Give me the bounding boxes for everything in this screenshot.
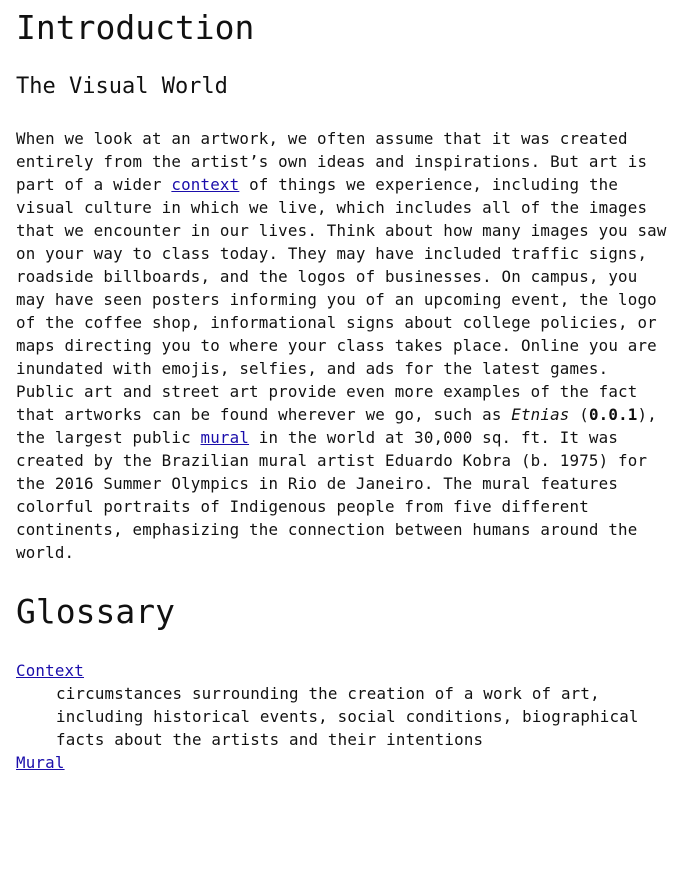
paragraph-text-2: of things we experience, including the visual culture in which we live, which includes all of the images that we encounter in our lives. Think about how many images you saw on your way to class today. They may have included traffic signs, roadside billboards, and the logos of businesses. On campus, you may have seen posters informing you of an upcoming event, the logo of the coffee shop, informational signs about college policies, or maps directing you to where your class takes place. Online you are inundated with emojis, selfies, and ads for the latest games. Public art and street art provide even more examples of the fact that artworks can be found wherever we go, such as bbox=[16, 175, 667, 424]
glossary-definition: circumstances surrounding the creation of a work of art, including historical events, social conditions, biographical facts about the artists and their intentions bbox=[56, 684, 639, 749]
paragraph-text-1: When we look at an artwork, we often assume that it was created entirely from the artist’s own ideas and inspirations. But art is part of a wider bbox=[16, 129, 648, 194]
mural-link[interactable]: mural bbox=[200, 428, 250, 447]
glossary-term bbox=[16, 659, 667, 682]
page bbox=[0, 8, 683, 774]
intro-paragraph bbox=[16, 127, 667, 564]
section-heading-visual-world: The Visual World bbox=[16, 74, 228, 99]
context-link[interactable]: context bbox=[171, 175, 240, 194]
artwork-title: Etnias bbox=[511, 405, 570, 424]
glossary-term-context-link[interactable]: Context bbox=[16, 661, 84, 680]
paragraph-text-3: in the world at 30,000 sq. ft. It was created by the Brazilian mural artist Eduardo Kobra (b. 1975) for the 2016 Summer Olympics in Rio de Janeiro. The mural features colorful portraits of Indigenous people from five different continents, emphasizing the connection between humans around the world. bbox=[16, 428, 648, 562]
figure-reference: 0.0.1 bbox=[588, 405, 638, 424]
glossary-list bbox=[16, 659, 667, 774]
figure-ref-open: ( bbox=[569, 405, 589, 424]
glossary-term bbox=[16, 751, 667, 774]
glossary-term-mural-link[interactable]: Mural bbox=[16, 753, 65, 772]
figure-ref-close: ), the largest public bbox=[16, 405, 657, 447]
glossary-heading: Glossary bbox=[16, 592, 175, 631]
page-title: Introduction bbox=[16, 8, 255, 47]
